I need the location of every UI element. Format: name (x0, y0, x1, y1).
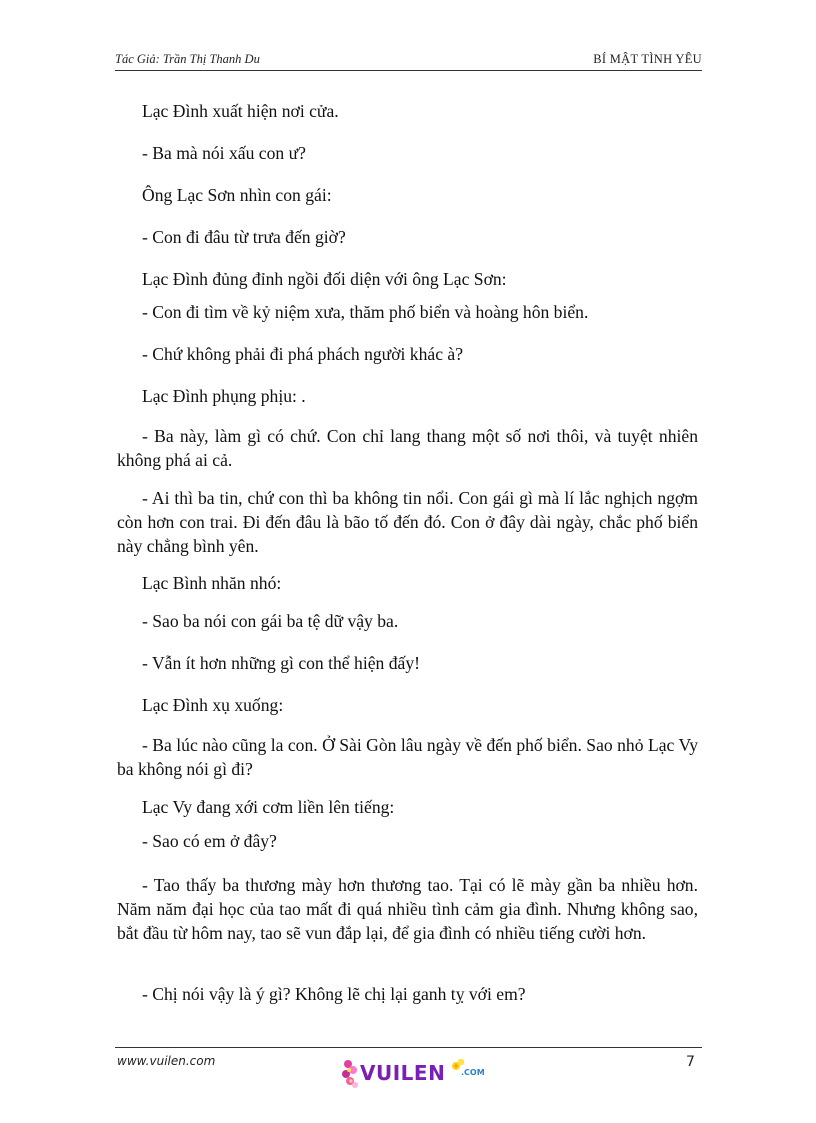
paragraph: - Tao thấy ba thương mày hơn thương tao. Tại có lẽ mày gần ba nhiều hơn. Năm năm đại học của tao mất đi quá nhiều tình cảm gia đình. Nhưng không sao, bắt đầu từ hôm nay, tao sẽ vun đắp lại, để gia đình có nhiều tiếng cười hơn. (117, 875, 698, 943)
paragraph: - Ai thì ba tin, chứ con thì ba không tin nổi. Con gái gì mà lí lắc nghịch ngợm còn hơn con trai. Đi đến đâu là bão tố đến đó. Con ở đây dài ngày, chắc phố biển này chẳng bình yên. (117, 488, 698, 556)
logo-wordmark: VUILEN (360, 1061, 446, 1085)
paragraph: - Vẫn ít hơn những gì con thể hiện đấy! (142, 653, 420, 673)
header-book-title: BÍ MẬT TÌNH YÊU (593, 52, 702, 66)
page-header (115, 52, 702, 71)
paragraph: Lạc Đình phụng phịu: . (142, 386, 306, 406)
paragraph: Lạc Vy đang xới cơm liền lên tiếng: (142, 797, 395, 817)
paragraph: - Con đi tìm về kỷ niệm xưa, thăm phố biển và hoàng hôn biển. (142, 302, 589, 322)
paragraph: - Chứ không phải đi phá phách người khác à? (142, 344, 464, 364)
paragraph: - Ba mà nói xấu con ư? (142, 143, 306, 163)
paragraph: - Ba lúc nào cũng la con. Ở Sài Gòn lâu ngày về đến phố biển. Sao nhỏ Lạc Vy ba không nói gì đi? (117, 735, 698, 779)
paragraph: Ông Lạc Sơn nhìn con gái: (142, 185, 332, 205)
paragraph: Lạc Bình nhăn nhó: (142, 573, 282, 593)
footer-website: www.vuilen.com (117, 1054, 216, 1068)
paragraph: - Chị nói vậy là ý gì? Không lẽ chị lại ganh tỵ với em? (142, 984, 526, 1004)
logo-suffix: .COM (461, 1068, 485, 1077)
header-author: Tác Giả: Trần Thị Thanh Du (115, 52, 260, 66)
paragraph: - Sao ba nói con gái ba tệ dữ vậy ba. (142, 611, 399, 631)
paragraph: - Sao có em ở đây? (142, 831, 277, 851)
paragraph: Lạc Đình xuất hiện nơi cửa. (142, 101, 339, 121)
footer-divider (115, 1047, 702, 1048)
page-number: 7 (686, 1054, 695, 1070)
vuilen-logo (340, 1054, 490, 1092)
paragraph: - Ba này, làm gì có chứ. Con chỉ lang thang một số nơi thôi, và tuyệt nhiên không phá ai cả. (117, 426, 698, 470)
paragraph: Lạc Đình đủng đỉnh ngồi đối diện với ông Lạc Sơn: (142, 269, 507, 289)
paragraph: Lạc Đình xụ xuống: (142, 695, 284, 715)
paragraph: - Con đi đâu từ trưa đến giờ? (142, 227, 346, 247)
